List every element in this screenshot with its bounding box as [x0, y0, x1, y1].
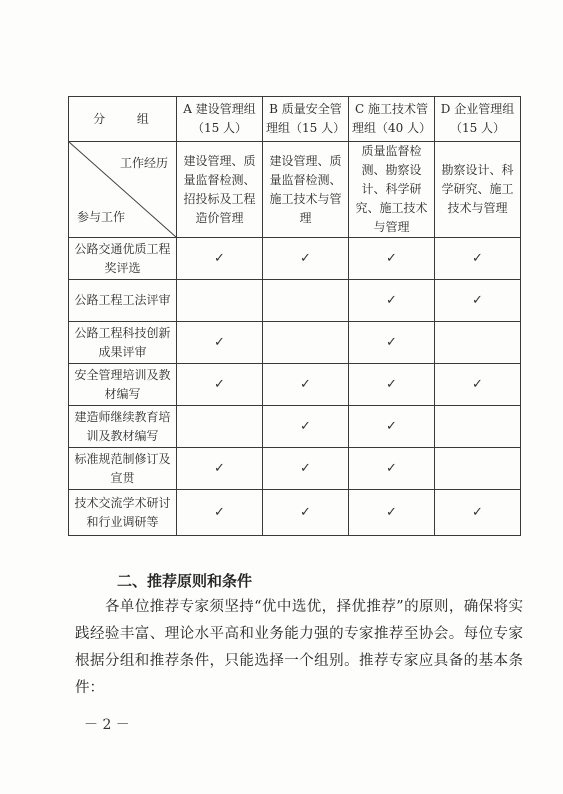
- check-mark-icon: ✓: [472, 377, 483, 392]
- check-cell-b: [263, 364, 349, 406]
- row-label: 安全管理培训及教材编写: [69, 364, 177, 406]
- check-mark-icon: ✓: [386, 377, 397, 392]
- check-mark-icon: ✓: [300, 461, 311, 476]
- expert-group-table: [68, 96, 521, 536]
- check-mark-icon: ✓: [472, 505, 483, 520]
- table-row: [69, 280, 521, 322]
- check-cell-a: [177, 322, 263, 364]
- check-cell-a: [177, 448, 263, 490]
- table-header-row: [69, 97, 521, 142]
- experience-cell-a: 建设管理、质量监督检测、招投标及工程造价管理: [177, 142, 263, 238]
- header-group-a: A 建设管理组（15 人）: [177, 97, 263, 142]
- table-row: [69, 364, 521, 406]
- check-mark-icon: ✓: [300, 251, 311, 266]
- check-cell-b: [263, 322, 349, 364]
- check-cell-a: [177, 406, 263, 448]
- check-cell-b: [263, 238, 349, 280]
- experience-cell-d: 勘察设计、科学研究、施工技术与管理: [435, 142, 521, 238]
- check-cell-b: [263, 280, 349, 322]
- check-mark-icon: ✓: [214, 505, 225, 520]
- check-mark-icon: ✓: [386, 335, 397, 350]
- check-mark-icon: ✓: [214, 335, 225, 350]
- check-cell-d: [435, 448, 521, 490]
- check-mark-icon: ✓: [472, 251, 483, 266]
- check-mark-icon: ✓: [214, 461, 225, 476]
- table-row: [69, 490, 521, 536]
- row-label: 公路交通优质工程奖评选: [69, 238, 177, 280]
- section-heading: 二、推荐原则和条件: [117, 572, 253, 590]
- check-cell-c: [349, 280, 435, 322]
- check-mark-icon: ✓: [386, 419, 397, 434]
- check-cell-a: [177, 490, 263, 536]
- check-cell-c: [349, 406, 435, 448]
- check-cell-a: [177, 280, 263, 322]
- check-cell-a: [177, 364, 263, 406]
- check-mark-icon: ✓: [386, 505, 397, 520]
- row-label: 技术交流学术研讨和行业调研等: [69, 490, 177, 536]
- check-cell-d: [435, 280, 521, 322]
- check-cell-c: [349, 364, 435, 406]
- check-cell-b: [263, 490, 349, 536]
- experience-row: [69, 142, 521, 238]
- check-cell-b: [263, 406, 349, 448]
- header-group-c: C 施工技术管理组（40 人）: [349, 97, 435, 142]
- check-mark-icon: ✓: [300, 377, 311, 392]
- check-cell-d: [435, 322, 521, 364]
- check-mark-icon: ✓: [300, 419, 311, 434]
- check-cell-c: [349, 490, 435, 536]
- check-cell-c: [349, 238, 435, 280]
- table-row: [69, 322, 521, 364]
- check-cell-a: [177, 238, 263, 280]
- table-row: [69, 448, 521, 490]
- check-mark-icon: ✓: [386, 293, 397, 308]
- check-cell-b: [263, 448, 349, 490]
- check-mark-icon: ✓: [386, 251, 397, 266]
- check-cell-d: [435, 406, 521, 448]
- page-number: － 2 －: [84, 717, 130, 733]
- header-group-d: D 企业管理组（15 人）: [435, 97, 521, 142]
- check-mark-icon: ✓: [386, 461, 397, 476]
- experience-cell-c: 质量监督检测、勘察设计、科学研究、施工技术与管理: [349, 142, 435, 238]
- check-cell-d: [435, 364, 521, 406]
- check-cell-d: [435, 490, 521, 536]
- diagonal-top-label: 工作经历: [119, 156, 168, 170]
- row-label: 公路工程科技创新成果评审: [69, 322, 177, 364]
- body-paragraph: 各单位推荐专家须坚持“优中选优，择优推荐”的原则，确保将实践经验丰富、理论水平高和业务能力强的专家推荐至协会。每位专家根据分组和推荐条件，只能选择一个组别。推荐专家应具备的基本条件：: [75, 599, 523, 696]
- check-cell-d: [435, 238, 521, 280]
- check-mark-icon: ✓: [214, 251, 225, 266]
- header-group-label: 分 组: [69, 97, 177, 142]
- table-row: [69, 406, 521, 448]
- diagonal-header-cell: [69, 142, 177, 238]
- row-label: 公路工程工法评审: [69, 280, 177, 322]
- experience-cell-b: 建设管理、质量监督检测、施工技术与管理: [263, 142, 349, 238]
- header-group-b: B 质量安全管理组（15 人）: [263, 97, 349, 142]
- diagonal-bottom-label: 参与工作: [77, 210, 126, 224]
- check-mark-icon: ✓: [214, 377, 225, 392]
- check-mark-icon: ✓: [300, 505, 311, 520]
- table-row: [69, 238, 521, 280]
- check-cell-c: [349, 448, 435, 490]
- check-mark-icon: ✓: [472, 293, 483, 308]
- check-cell-c: [349, 322, 435, 364]
- row-label: 标准规范制修订及宣贯: [69, 448, 177, 490]
- row-label: 建造师继续教育培训及教材编写: [69, 406, 177, 448]
